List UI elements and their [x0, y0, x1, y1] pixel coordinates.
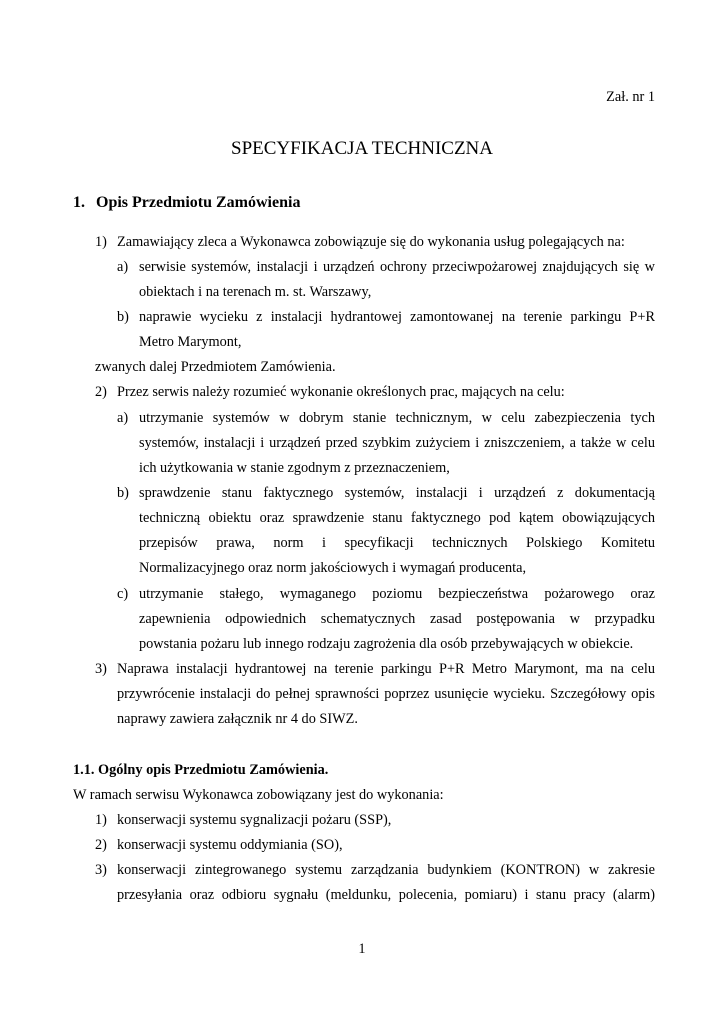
- item-1a-line: serwisie systemów, instalacji i urządzeń ochrony przeciwpożarowej znajdujących się w: [139, 259, 655, 275]
- attachment-label: Zał. nr 1: [606, 89, 655, 105]
- item-3-marker: 3): [95, 661, 107, 677]
- item-2a-line: systemów, instalacji i urządzeń przed szybkim zużyciem i zniszczeniem, a także w celu: [139, 435, 655, 451]
- list-item-text: przesyłania oraz odbioru sygnału (meldunku, polecenia, pomiaru) i stanu pracy (alarm): [117, 887, 655, 903]
- item-2c-line: utrzymanie stałego, wymaganego poziomu bezpieczeństwa pożarowego oraz: [139, 586, 655, 602]
- item-1b-line: naprawie wycieku z instalacji hydrantowej zamontowanej na terenie parkingu P+R: [139, 309, 655, 325]
- item-3-line: Naprawa instalacji hydrantowej na terenie parkingu P+R Metro Marymont, ma na celu: [117, 661, 655, 677]
- item-2a-marker: a): [117, 410, 129, 426]
- item-1a-marker: a): [117, 259, 129, 275]
- item-1b-marker: b): [117, 309, 129, 325]
- item-1-marker: 1): [95, 234, 107, 250]
- list-item-text: konserwacji systemu oddymiania (SO),: [117, 837, 343, 853]
- item-2-text: Przez serwis należy rozumieć wykonanie określonych prac, mających na celu:: [117, 384, 565, 400]
- item-2c-line: powstania pożaru lub innego rodzaju zagrożenia dla osób przebywających w obiekcie.: [139, 636, 634, 652]
- page-number: 1: [358, 941, 366, 957]
- item-1b-line: Metro Marymont,: [139, 334, 242, 350]
- item-2a-line: ich użytkowania w stanie zgodnym z przeznaczeniem,: [139, 460, 450, 476]
- list-item-marker: 1): [95, 812, 107, 828]
- item-2-marker: 2): [95, 384, 107, 400]
- item-2b-line: Normalizacyjnego oraz norm jakościowych i wymagań producenta,: [139, 560, 527, 576]
- item-2b-line: techniczną obiektu oraz sprawdzenie stanu faktycznego pod kątem obowiązujących: [139, 510, 655, 526]
- item-2b-line: przepisów prawa, norm i specyfikacji technicznych Polskiego Komitetu: [139, 535, 655, 551]
- section-1-1-intro: W ramach serwisu Wykonawca zobowiązany jest do wykonania:: [73, 787, 444, 803]
- list-item-text: konserwacji systemu sygnalizacji pożaru (SSP),: [117, 812, 392, 828]
- item-2b-marker: b): [117, 485, 129, 501]
- item-2c-line: zapewnienia odpowiednich schematycznych zasad postępowania w przypadku: [139, 611, 655, 627]
- item-2a-line: utrzymanie systemów w dobrym stanie technicznym, w celu zabezpieczenia tych: [139, 410, 655, 426]
- item-1a-line: obiektach i na terenach m. st. Warszawy,: [139, 284, 372, 300]
- item-1-tail: zwanych dalej Przedmiotem Zamówienia.: [95, 359, 336, 375]
- document-title: SPECYFIKACJA TECHNICZNA: [231, 138, 493, 159]
- list-item-text: konserwacji zintegrowanego systemu zarządzania budynkiem (KONTRON) w zakresie: [117, 862, 655, 878]
- section-1-1-heading: 1.1. Ogólny opis Przedmiotu Zamówienia.: [73, 762, 329, 778]
- section-1-heading: Opis Przedmiotu Zamówienia: [96, 194, 301, 211]
- item-3-line: przywrócenie instalacji do pełnej sprawności poprzez usunięcie wycieku. Szczegółowy opis: [117, 686, 655, 702]
- item-3-line: naprawy zawiera załącznik nr 4 do SIWZ.: [117, 711, 358, 727]
- section-1-number: 1.: [73, 194, 85, 211]
- list-item-marker: 3): [95, 862, 107, 878]
- item-1-text: Zamawiający zleca a Wykonawca zobowiązuje się do wykonania usług polegających na:: [117, 234, 625, 250]
- item-2c-marker: c): [117, 586, 129, 602]
- list-item-marker: 2): [95, 837, 107, 853]
- item-2b-line: sprawdzenie stanu faktycznego systemów, instalacji i urządzeń z dokumentacją: [139, 485, 655, 501]
